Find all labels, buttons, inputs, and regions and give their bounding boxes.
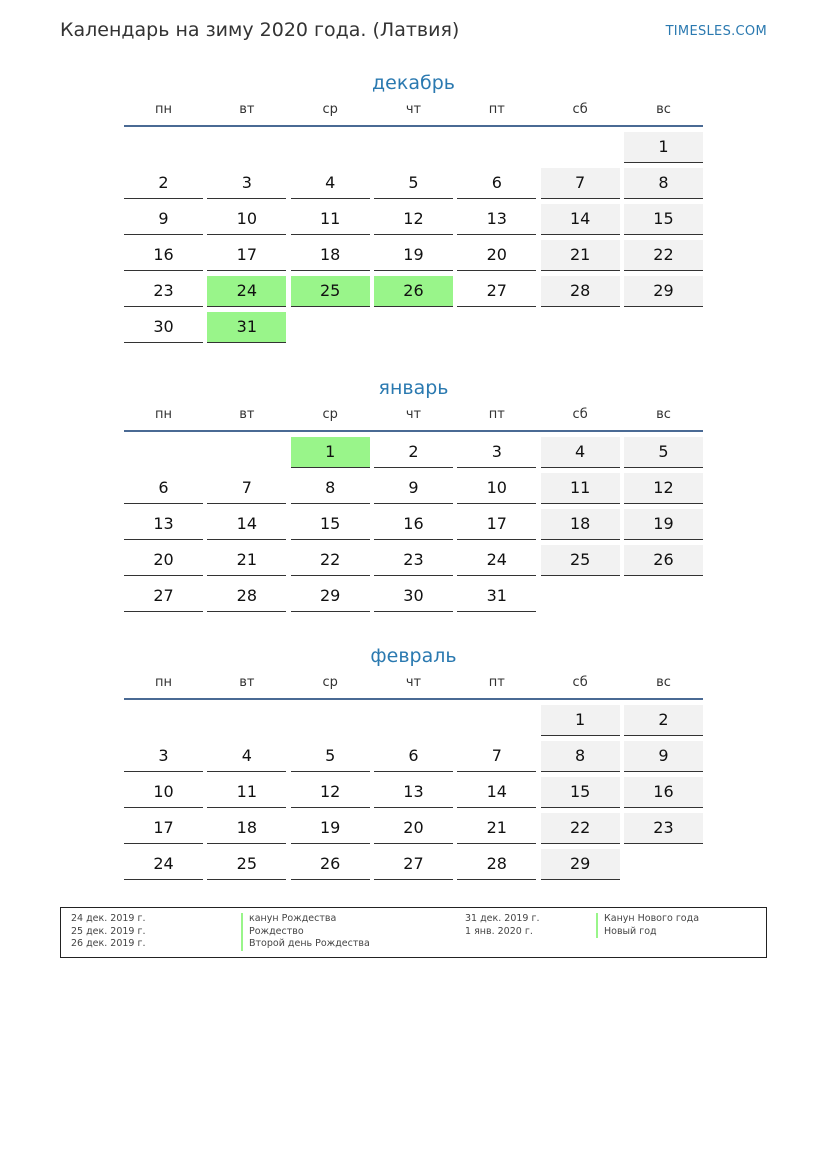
- day-cell: 24: [457, 545, 536, 576]
- day-cell: 21: [207, 545, 286, 576]
- weekend-day-cell: 1: [624, 132, 703, 163]
- week-row: [124, 437, 703, 473]
- empty-cell: [624, 849, 703, 879]
- weeks-grid: [124, 127, 703, 348]
- empty-cell: [291, 705, 370, 735]
- weekday-label: чт: [405, 407, 422, 422]
- empty-cell: [124, 705, 203, 735]
- day-cell: 14: [207, 509, 286, 540]
- weeks-grid: [124, 700, 703, 885]
- day-cell: 13: [457, 204, 536, 235]
- empty-cell: [541, 312, 620, 342]
- day-cell: 5: [291, 741, 370, 772]
- empty-cell: [207, 132, 286, 162]
- empty-cell: [624, 581, 703, 611]
- weekday-label: пн: [155, 407, 172, 422]
- weekday-label: вс: [656, 407, 671, 422]
- legend-date: 1 янв. 2020 г.: [465, 925, 533, 937]
- weekend-day-cell: 1: [541, 705, 620, 736]
- weekday-label: ср: [322, 675, 338, 690]
- day-cell: 16: [374, 509, 453, 540]
- legend-holiday-name: Рождество: [241, 926, 370, 939]
- day-cell: 28: [207, 581, 286, 612]
- day-cell: 23: [374, 545, 453, 576]
- month-february: [124, 641, 703, 885]
- day-cell: 2: [124, 168, 203, 199]
- month-title: февраль: [370, 645, 457, 667]
- day-cell: 19: [374, 240, 453, 271]
- weekday-label: пт: [488, 102, 505, 117]
- site-link[interactable]: TIMESLES.COM: [665, 24, 767, 39]
- weekend-day-cell: 12: [624, 473, 703, 504]
- page-title: Календарь на зиму 2020 года. (Латвия): [60, 19, 460, 41]
- week-row: [124, 849, 703, 885]
- weekend-day-cell: 14: [541, 204, 620, 235]
- holiday-legend: [60, 907, 767, 958]
- weekend-day-cell: 25: [541, 545, 620, 576]
- weekday-label: сб: [572, 102, 588, 117]
- holiday-day-cell: 1: [291, 437, 370, 468]
- day-cell: 27: [374, 849, 453, 880]
- empty-cell: [457, 705, 536, 735]
- day-cell: 27: [457, 276, 536, 307]
- legend-holiday-name: канун Рождества: [241, 913, 370, 926]
- day-cell: 3: [124, 741, 203, 772]
- day-cell: 3: [457, 437, 536, 468]
- holiday-day-cell: 26: [374, 276, 453, 307]
- day-cell: 17: [207, 240, 286, 271]
- weekday-label: вт: [239, 407, 255, 422]
- day-cell: 13: [124, 509, 203, 540]
- legend-date: 24 дек. 2019 г.: [71, 913, 146, 924]
- weekday-label: вс: [656, 675, 671, 690]
- day-cell: 28: [457, 849, 536, 880]
- day-cell: 29: [291, 581, 370, 612]
- month-december: [124, 68, 703, 348]
- empty-cell: [374, 132, 453, 162]
- empty-cell: [457, 312, 536, 342]
- day-cell: 6: [374, 741, 453, 772]
- day-cell: 4: [207, 741, 286, 772]
- day-cell: 24: [124, 849, 203, 880]
- empty-cell: [624, 312, 703, 342]
- day-cell: 7: [457, 741, 536, 772]
- empty-cell: [291, 312, 370, 342]
- month-title: январь: [378, 377, 449, 399]
- day-cell: 18: [291, 240, 370, 271]
- weekend-day-cell: 29: [541, 849, 620, 880]
- day-cell: 6: [457, 168, 536, 199]
- day-cell: 8: [291, 473, 370, 504]
- empty-cell: [207, 705, 286, 735]
- weekend-day-cell: 9: [624, 741, 703, 772]
- empty-cell: [541, 132, 620, 162]
- day-cell: 22: [291, 545, 370, 576]
- weekend-day-cell: 8: [541, 741, 620, 772]
- legend-holiday-name: Второй день Рождества: [241, 938, 370, 951]
- weekend-day-cell: 28: [541, 276, 620, 307]
- weekday-label: ср: [322, 407, 338, 422]
- legend-names-left: [241, 913, 370, 951]
- weekend-day-cell: 2: [624, 705, 703, 736]
- day-cell: 11: [291, 204, 370, 235]
- day-cell: 12: [291, 777, 370, 808]
- day-cell: 23: [124, 276, 203, 307]
- day-cell: 9: [374, 473, 453, 504]
- day-cell: 11: [207, 777, 286, 808]
- week-row: [124, 509, 703, 545]
- weekday-label: сб: [572, 675, 588, 690]
- day-cell: 19: [291, 813, 370, 844]
- day-cell: 26: [291, 849, 370, 880]
- empty-cell: [207, 437, 286, 467]
- day-cell: 16: [124, 240, 203, 271]
- weekend-day-cell: 18: [541, 509, 620, 540]
- weekend-day-cell: 15: [541, 777, 620, 808]
- day-cell: 30: [374, 581, 453, 612]
- week-row: [124, 168, 703, 204]
- day-cell: 10: [457, 473, 536, 504]
- day-cell: 10: [124, 777, 203, 808]
- weekend-day-cell: 11: [541, 473, 620, 504]
- weekend-day-cell: 29: [624, 276, 703, 307]
- weekend-day-cell: 26: [624, 545, 703, 576]
- weekday-label: пт: [488, 407, 505, 422]
- week-row: [124, 240, 703, 276]
- legend-holiday-name: Новый год: [596, 926, 699, 939]
- weekend-day-cell: 15: [624, 204, 703, 235]
- weekday-label: чт: [405, 675, 422, 690]
- legend-holiday-name: Канун Нового года: [596, 913, 699, 926]
- day-cell: 10: [207, 204, 286, 235]
- weekend-day-cell: 21: [541, 240, 620, 271]
- weekday-label: ср: [322, 102, 338, 117]
- month-january: [124, 373, 703, 617]
- legend-dates-left: [71, 913, 146, 951]
- day-cell: 3: [207, 168, 286, 199]
- day-cell: 25: [207, 849, 286, 880]
- day-cell: 9: [124, 204, 203, 235]
- weekday-label: вт: [239, 102, 255, 117]
- legend-date: 26 дек. 2019 г.: [71, 938, 146, 949]
- holiday-day-cell: 25: [291, 276, 370, 307]
- weekday-header: [124, 101, 703, 127]
- day-cell: 18: [207, 813, 286, 844]
- holiday-day-cell: 24: [207, 276, 286, 307]
- weekend-day-cell: 7: [541, 168, 620, 199]
- week-row: [124, 705, 703, 741]
- weekday-header: [124, 674, 703, 700]
- weekend-day-cell: 8: [624, 168, 703, 199]
- weeks-grid: [124, 432, 703, 617]
- day-cell: 21: [457, 813, 536, 844]
- weekday-label: чт: [405, 102, 422, 117]
- empty-cell: [374, 705, 453, 735]
- weekend-day-cell: 22: [624, 240, 703, 271]
- day-cell: 5: [374, 168, 453, 199]
- day-cell: 13: [374, 777, 453, 808]
- day-cell: 12: [374, 204, 453, 235]
- weekday-label: вт: [239, 675, 255, 690]
- holiday-day-cell: 31: [207, 312, 286, 343]
- legend-date: 31 дек. 2019 г.: [465, 913, 540, 924]
- day-cell: 14: [457, 777, 536, 808]
- weekend-day-cell: 16: [624, 777, 703, 808]
- legend-dates-right: [465, 913, 540, 938]
- week-row: [124, 204, 703, 240]
- weekday-label: вс: [656, 102, 671, 117]
- day-cell: 20: [124, 545, 203, 576]
- legend-date: 25 дек. 2019 г.: [71, 925, 146, 937]
- week-row: [124, 276, 703, 312]
- weekend-day-cell: 5: [624, 437, 703, 468]
- empty-cell: [124, 132, 203, 162]
- weekday-label: пн: [155, 102, 172, 117]
- day-cell: 30: [124, 312, 203, 343]
- day-cell: 17: [457, 509, 536, 540]
- weekend-day-cell: 23: [624, 813, 703, 844]
- month-title: декабрь: [372, 72, 455, 94]
- legend-names-right: [596, 913, 699, 938]
- day-cell: 7: [207, 473, 286, 504]
- empty-cell: [124, 437, 203, 467]
- weekend-day-cell: 4: [541, 437, 620, 468]
- weekday-label: сб: [572, 407, 588, 422]
- week-row: [124, 545, 703, 581]
- day-cell: 20: [457, 240, 536, 271]
- empty-cell: [374, 312, 453, 342]
- week-row: [124, 473, 703, 509]
- day-cell: 17: [124, 813, 203, 844]
- day-cell: 2: [374, 437, 453, 468]
- weekday-header: [124, 406, 703, 432]
- empty-cell: [457, 132, 536, 162]
- week-row: [124, 312, 703, 348]
- day-cell: 27: [124, 581, 203, 612]
- day-cell: 15: [291, 509, 370, 540]
- week-row: [124, 132, 703, 168]
- weekend-day-cell: 19: [624, 509, 703, 540]
- day-cell: 20: [374, 813, 453, 844]
- week-row: [124, 777, 703, 813]
- weekday-label: пт: [488, 675, 505, 690]
- day-cell: 6: [124, 473, 203, 504]
- week-row: [124, 741, 703, 777]
- week-row: [124, 813, 703, 849]
- empty-cell: [291, 132, 370, 162]
- day-cell: 4: [291, 168, 370, 199]
- week-row: [124, 581, 703, 617]
- weekday-label: пн: [155, 675, 172, 690]
- weekend-day-cell: 22: [541, 813, 620, 844]
- empty-cell: [541, 581, 620, 611]
- day-cell: 31: [457, 581, 536, 612]
